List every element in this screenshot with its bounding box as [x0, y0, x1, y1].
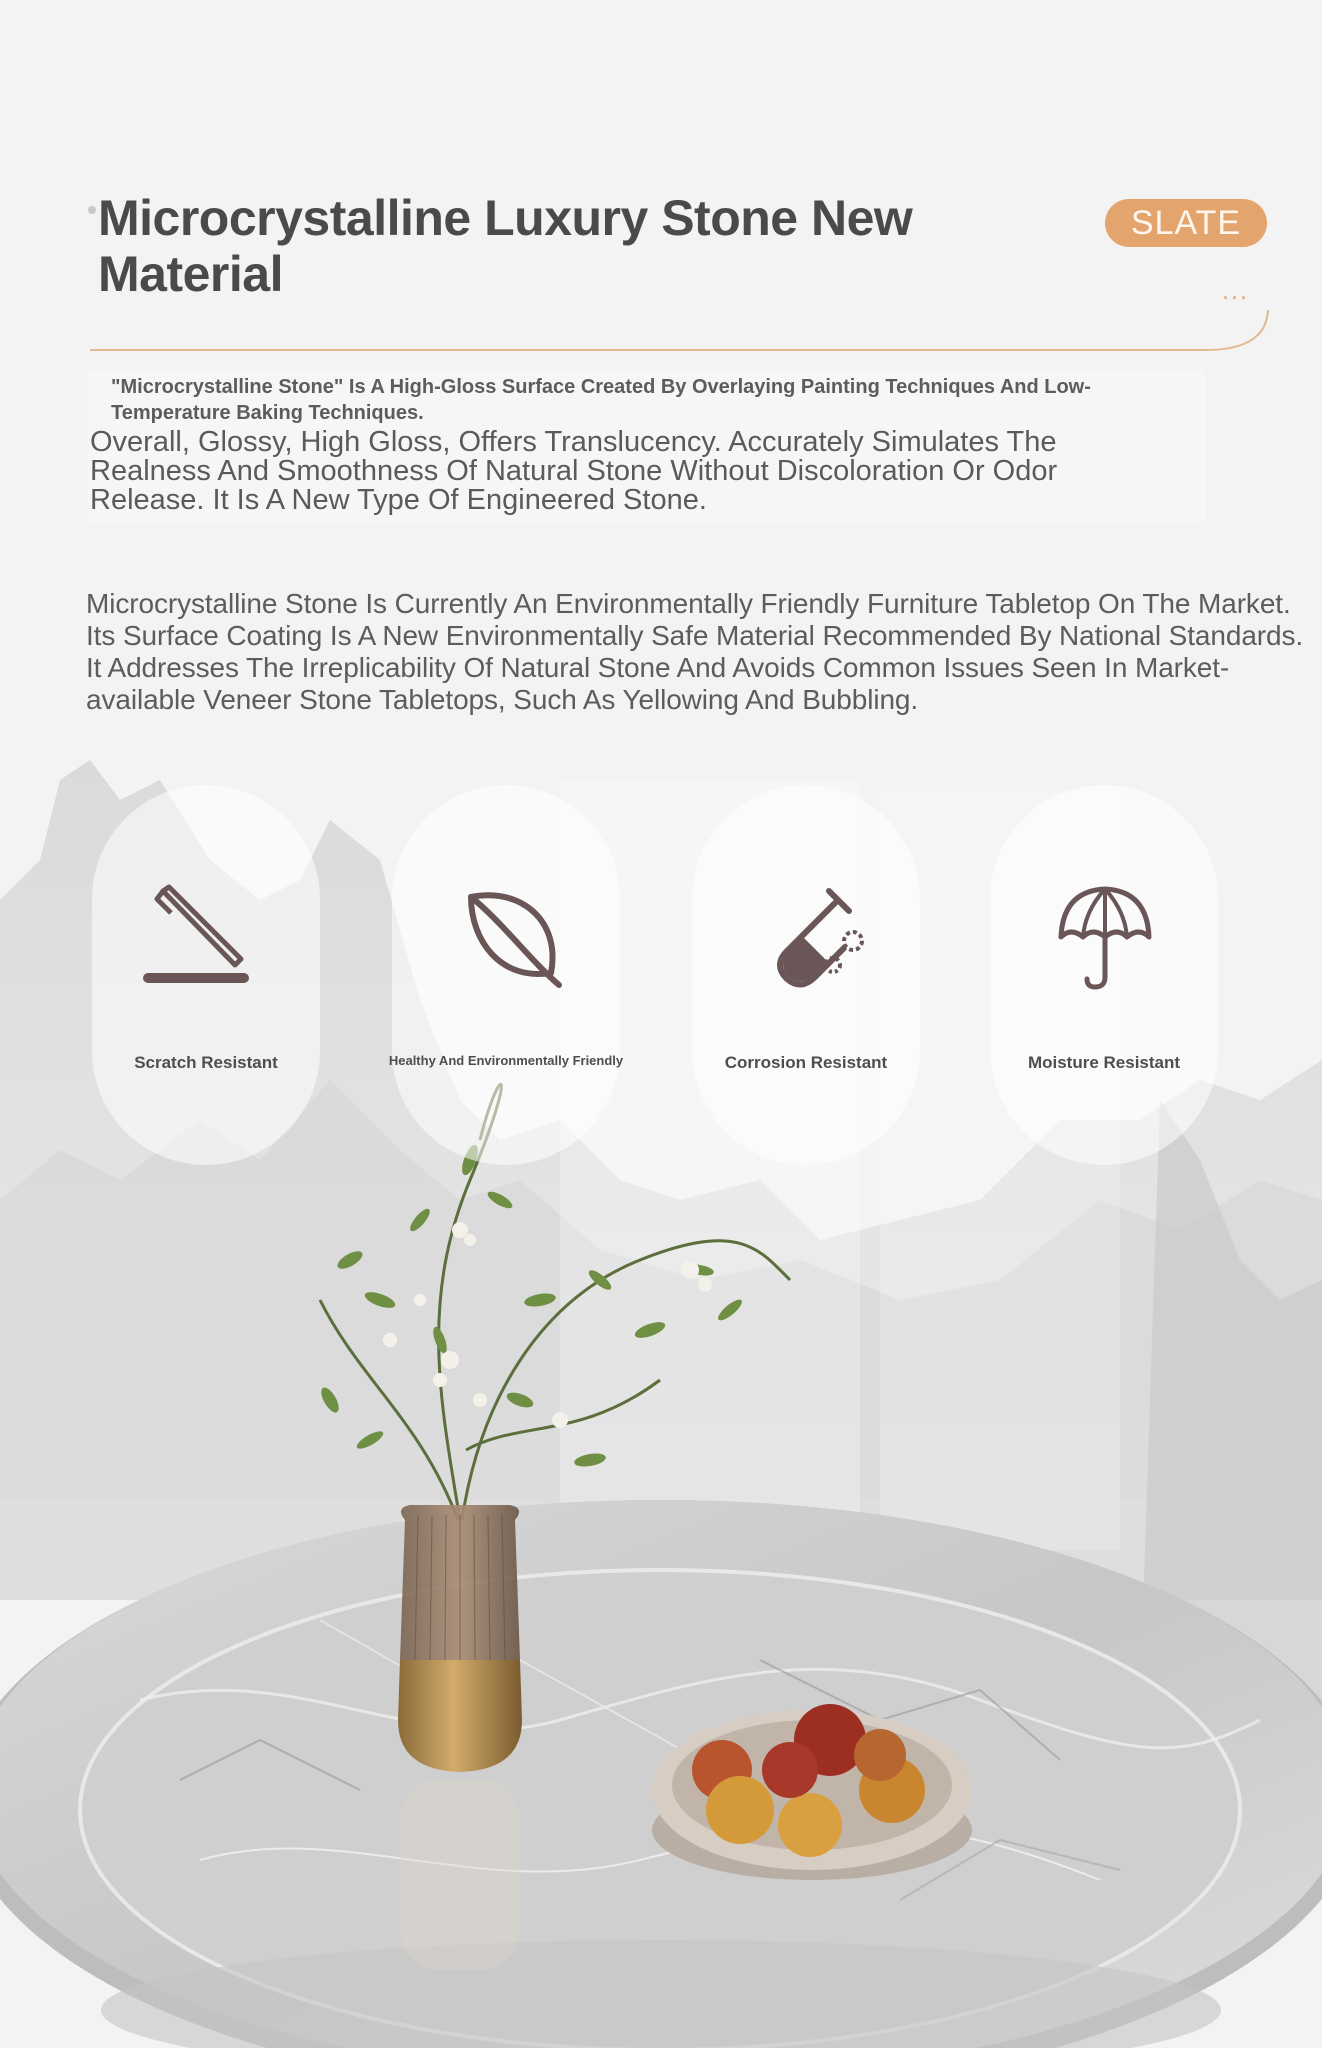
title-bullet: [88, 206, 96, 214]
description-paragraph: Microcrystalline Stone Is Currently An Environmentally Friendly Furniture Tabletop On The Market. Its Surface Coating Is A New Environmentally Safe Material Recommended By National Standards. It Addresses The Irreplicability Of Natural Stone And Avoids Common Issues Seen In Market-available Veneer Stone Tabletops, Such As Yellowing And Bubbling.: [86, 588, 1304, 715]
feature-label: Corrosion Resistant: [724, 1053, 888, 1072]
intro-lead-text: "Microcrystalline Stone" Is A High-Gloss Surface Created By Overlaying Painting Techniques And Low-Temperature Baking Techniques.: [111, 376, 1091, 424]
test-tube-gear-icon: [731, 881, 881, 1001]
knife-scratch-icon: [131, 881, 281, 1001]
leaf-icon: [431, 881, 581, 1001]
feature-scratch-resistant: [92, 785, 320, 1165]
feature-label: Scratch Resistant: [134, 1053, 278, 1072]
header-divider: [86, 300, 1276, 360]
umbrella-icon: [1029, 881, 1179, 1001]
material-badge: SLATE: [1105, 199, 1267, 247]
feature-corrosion-resistant: [692, 785, 920, 1165]
feature-healthy: [388, 785, 624, 1165]
feature-label: Healthy And Environmentally Friendly: [388, 1053, 624, 1068]
feature-moisture-resistant: [990, 785, 1218, 1165]
ellipsis-decoration: ...: [1222, 280, 1249, 305]
intro-detail-text: Overall, Glossy, High Gloss, Offers Translucency. Accurately Simulates The Realness And Smoothness Of Natural Stone Without Discoloration Or Odor Release. It Is A New Type Of Engineered Stone.: [90, 426, 1058, 516]
page-title: Microcrystalline Luxury Stone New Material: [98, 190, 913, 302]
feature-label: Moisture Resistant: [1027, 1053, 1181, 1072]
